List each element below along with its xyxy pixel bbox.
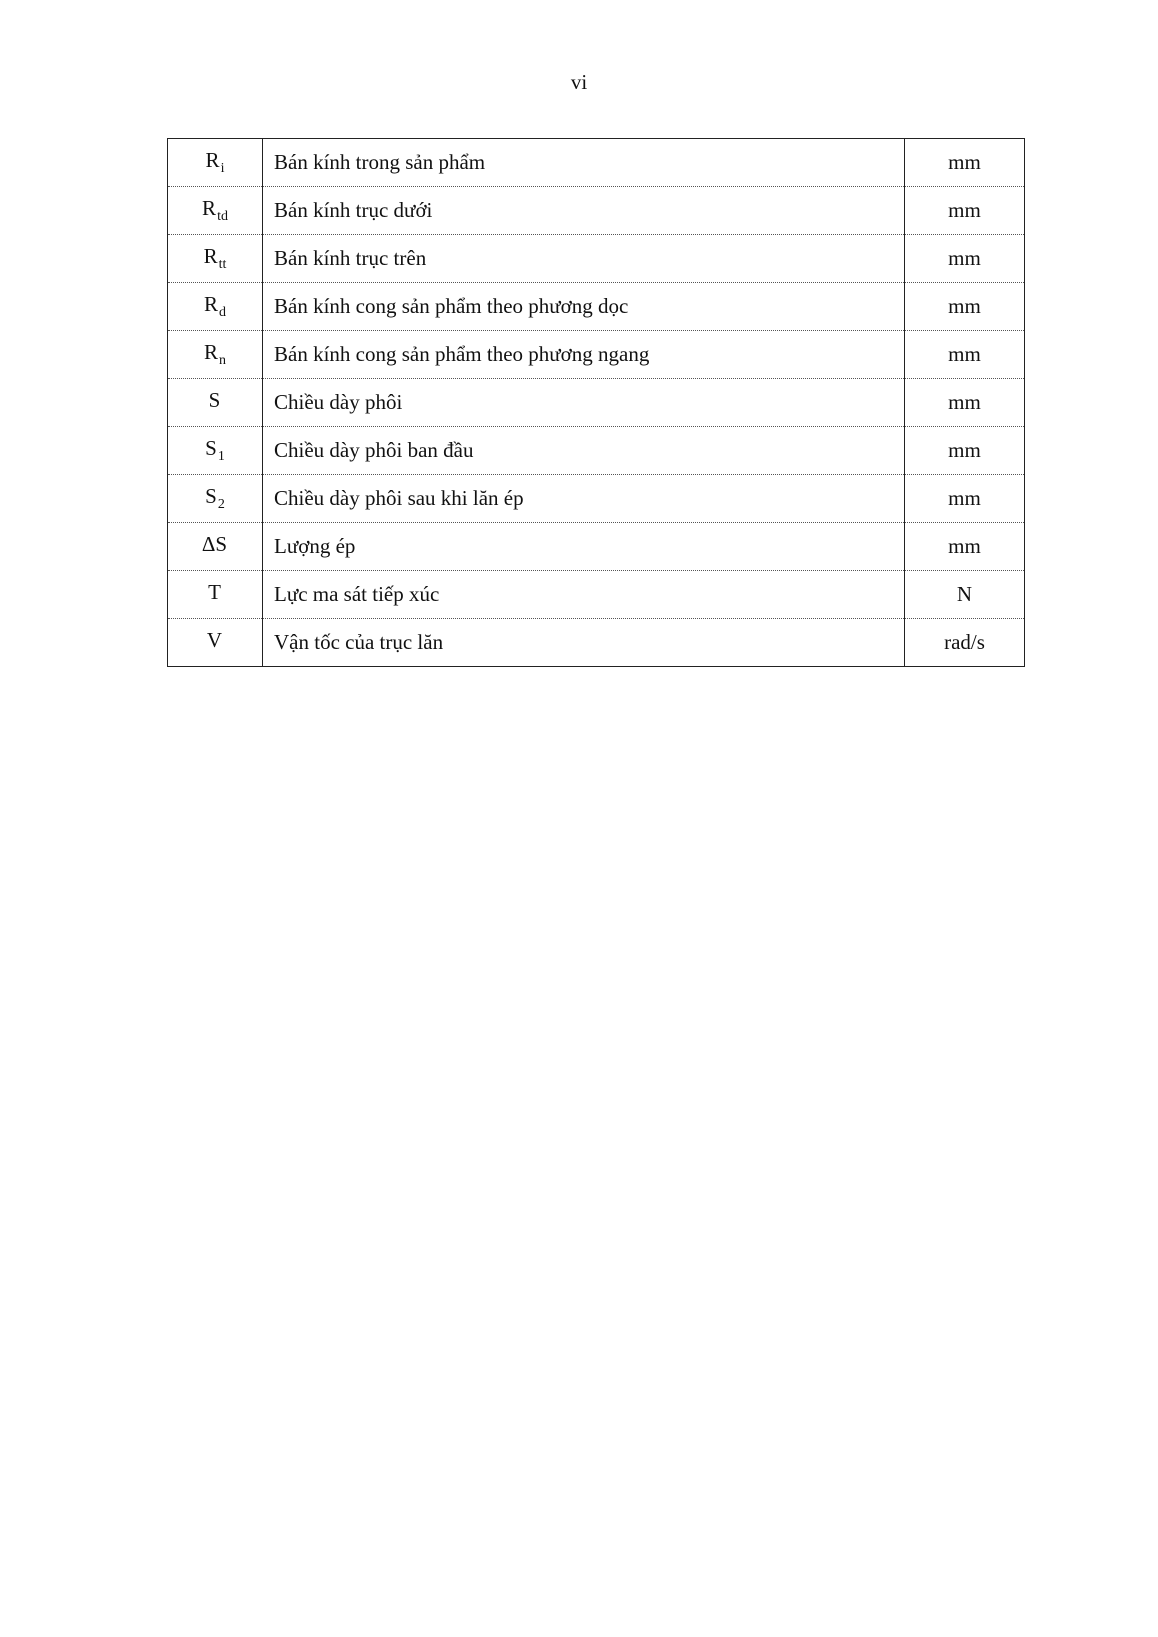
symbol-main: R (205, 148, 220, 172)
symbol-main: R (203, 292, 218, 316)
symbol-cell (168, 283, 263, 331)
unit-cell: mm (905, 379, 1025, 427)
table-row (168, 139, 1025, 187)
symbol-subscript: i (220, 161, 225, 176)
table-row (168, 331, 1025, 379)
description-cell: Lực ma sát tiếp xúc (263, 571, 905, 619)
symbol-cell (168, 379, 263, 427)
description-cell: Chiều dày phôi sau khi lăn ép (263, 475, 905, 523)
unit-cell: N (905, 571, 1025, 619)
symbol-main: ΔS (201, 532, 228, 556)
unit-cell: mm (905, 139, 1025, 187)
unit-cell: mm (905, 475, 1025, 523)
description-cell: Bán kính trục dưới (263, 187, 905, 235)
description-cell: Bán kính cong sản phẩm theo phương ngang (263, 331, 905, 379)
symbol-main: S (205, 484, 217, 508)
description-cell: Bán kính trục trên (263, 235, 905, 283)
description-cell: Chiều dày phôi (263, 379, 905, 427)
unit-cell: mm (905, 283, 1025, 331)
table-row (168, 187, 1025, 235)
symbol-main: R (203, 340, 218, 364)
symbol-cell (168, 571, 263, 619)
symbol-cell (168, 187, 263, 235)
description-cell: Bán kính trong sản phẩm (263, 139, 905, 187)
page-number: vi (570, 70, 588, 94)
symbol-cell (168, 235, 263, 283)
description-cell: Chiều dày phôi ban đầu (263, 427, 905, 475)
symbol-main: T (208, 580, 221, 604)
symbol-cell (168, 427, 263, 475)
symbol-main: V (206, 628, 223, 652)
table-row (168, 283, 1025, 331)
unit-cell: mm (905, 427, 1025, 475)
unit-cell: mm (905, 187, 1025, 235)
unit-cell: mm (905, 523, 1025, 571)
table-row (168, 571, 1025, 619)
table-row (168, 379, 1025, 427)
symbol-table (167, 138, 1025, 667)
description-cell: Bán kính cong sản phẩm theo phương dọc (263, 283, 905, 331)
symbol-cell (168, 523, 263, 571)
symbol-subscript: 2 (217, 497, 225, 512)
symbol-subscript: tt (218, 257, 227, 272)
table-row (168, 475, 1025, 523)
table-row (168, 427, 1025, 475)
table-row (168, 235, 1025, 283)
table-row (168, 523, 1025, 571)
description-cell: Vận tốc của trục lăn (263, 619, 905, 667)
symbol-cell (168, 139, 263, 187)
unit-cell: rad/s (905, 619, 1025, 667)
symbol-cell (168, 475, 263, 523)
symbol-main: S (208, 388, 221, 412)
symbol-main: R (202, 196, 217, 220)
symbol-cell (168, 619, 263, 667)
unit-cell: mm (905, 331, 1025, 379)
symbol-subscript: d (219, 305, 226, 320)
unit-cell: mm (905, 235, 1025, 283)
symbol-main: R (203, 244, 218, 268)
table-row (168, 619, 1025, 667)
description-cell: Lượng ép (263, 523, 905, 571)
symbol-main: S (205, 436, 217, 460)
symbol-subscript: td (217, 209, 228, 224)
symbol-cell (168, 331, 263, 379)
symbol-subscript: 1 (217, 449, 225, 464)
symbol-subscript: n (219, 353, 226, 368)
